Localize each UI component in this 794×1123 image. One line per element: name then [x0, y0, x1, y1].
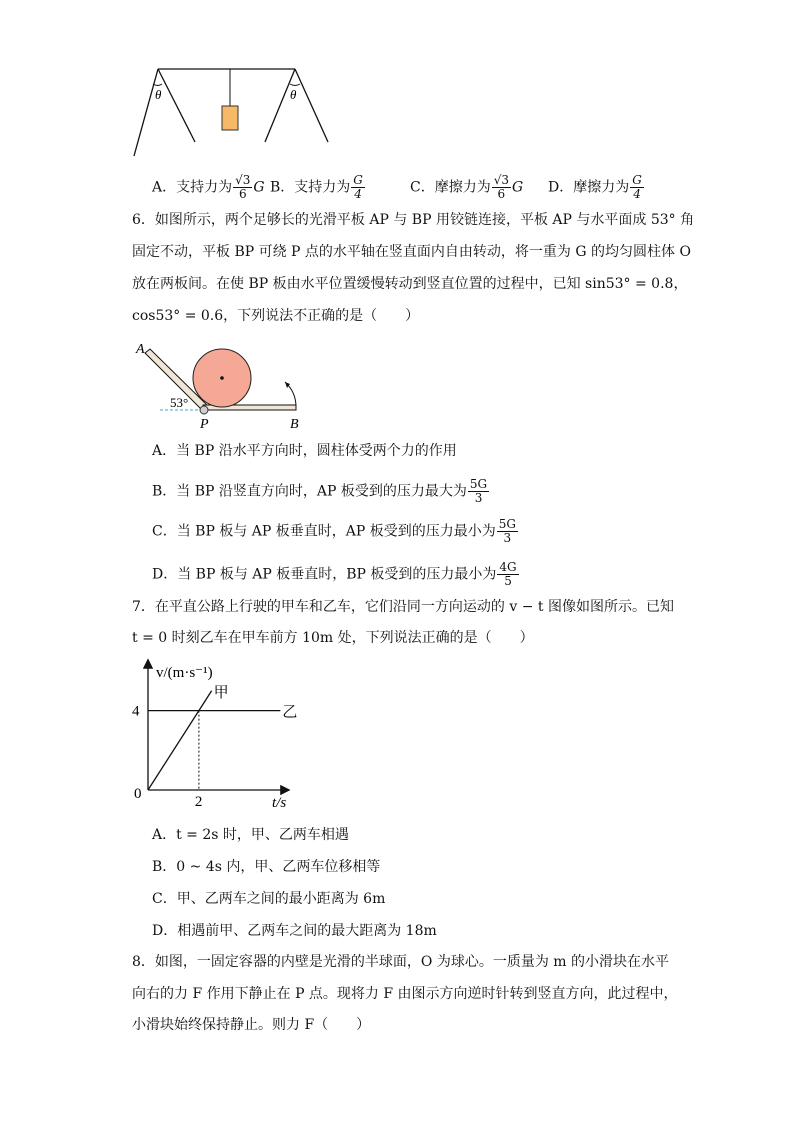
q7-stem-line-1: 7．在平直公路上行驶的甲车和乙车，它们沿同一方向运动的 v − t 图像如图所示。已知 [132, 599, 674, 615]
q6-stem-line-2: 固定不动，平板 BP 可绕 P 点的水平轴在竖直面内自由转动，将一重为 G 的均匀圆柱体 O [132, 244, 691, 260]
fraction: $\frac{G}{4}$ [632, 173, 642, 201]
y-axis-label: v/(m·s⁻¹) [156, 665, 213, 681]
fraction: $\frac{√3}{6}$ [235, 173, 251, 201]
series-label-yi: 乙 [282, 704, 298, 721]
x-axis-label: t/s [272, 795, 287, 811]
q7-option-d[interactable]: D．相遇前甲、乙两车之间的最大距离为 18m [152, 923, 437, 939]
q5-figure [125, 60, 335, 160]
q6-figure [130, 335, 310, 435]
q5-option-b[interactable]: B．支持力为 $\frac{G}{4}$ [270, 173, 363, 201]
left-leg-inner [158, 69, 195, 142]
q5-option-a[interactable]: A．支持力为 $\frac{√3}{6}$ G [152, 173, 265, 201]
left-angle-arc [153, 84, 162, 86]
q8-stem-line-2: 向右的力 F 作用下静止在 P 点。现将力 F 由图示方向逆时针转到竖直方向，此过程中， [132, 986, 678, 1002]
fraction: $\frac{4G}{5}$ [499, 560, 517, 588]
q6-option-b[interactable]: B．当 BP 沿竖直方向时，AP 板受到的压力最大为 $\frac{5G}{3}$ [152, 477, 488, 505]
q8-stem-line-1: 8．如图，一固定容器的内壁是光滑的半球面，O 为球心。一质量为 m 的小滑块在水平 [132, 954, 670, 970]
right-leg-inner [265, 69, 295, 142]
series-label-jia: 甲 [213, 684, 229, 701]
label-a: A [136, 342, 145, 357]
cylinder-center-dot [220, 376, 224, 380]
x-tick-label: 2 [194, 794, 203, 810]
q7-option-c[interactable]: C．甲、乙两车之间的最小距离为 6m [152, 891, 386, 907]
fraction: $\frac{G}{4}$ [353, 173, 363, 201]
q7-option-a[interactable]: A．t = 2s 时，甲、乙两车相遇 [152, 827, 349, 843]
fraction: $\frac{√3}{6}$ [493, 173, 509, 201]
q6-option-d[interactable]: D．当 BP 板与 AP 板垂直时，BP 板受到的压力最小为 $\frac{4G}{5}$ [152, 560, 517, 588]
q5-option-d[interactable]: D．摩擦力为 $\frac{G}{4}$ [548, 173, 642, 201]
right-angle-arc [290, 84, 300, 86]
hanging-weight [222, 106, 238, 130]
q6-option-c[interactable]: C．当 BP 板与 AP 板垂直时，AP 板受到的压力最小为 $\frac{5G}{3}$ [152, 517, 516, 545]
vt-chart [130, 655, 300, 815]
hinge-p [200, 406, 208, 414]
series-line-0 [148, 691, 212, 790]
label-p: P [200, 417, 209, 432]
y-tick-label: 4 [132, 703, 140, 720]
right-leg-outer [295, 69, 328, 142]
q6-stem-line-4: cos53° = 0.6，下列说法不正确的是（ ） [132, 308, 420, 324]
fraction: $\frac{5G}{3}$ [498, 517, 516, 545]
q6-stem-line-1: 6．如图所示，两个足够长的光滑平板 AP 与 BP 用铰链连接，平板 AP 与水平面成 53° 角 [132, 212, 695, 228]
left-leg-outer [134, 69, 158, 156]
q7-stem-line-2: t = 0 时刻乙车在甲车前方 10m 处，下列说法正确的是（ ） [132, 630, 534, 646]
q5-option-c[interactable]: C．摩擦力为 $\frac{√3}{6}$ G [410, 173, 524, 201]
q8-stem-line-3: 小滑块始终保持静止。则力 F（ ） [132, 1017, 371, 1033]
label-angle: 53° [170, 395, 189, 410]
fraction: $\frac{5G}{3}$ [469, 477, 488, 505]
q7-option-b[interactable]: B．0 ~ 4s 内，甲、乙两车位移相等 [152, 859, 381, 875]
q6-option-a[interactable]: A．当 BP 沿水平方向时，圆柱体受两个力的作用 [152, 443, 457, 459]
origin-label: 0 [134, 786, 142, 802]
q6-stem-line-3: 放在两板间。在使 BP 板由水平位置缓慢转动到竖直位置的过程中，已知 sin53° = 0.8， [132, 276, 688, 292]
left-theta-label: θ [155, 87, 162, 102]
label-b: B [290, 417, 299, 432]
right-theta-label: θ [290, 87, 297, 102]
